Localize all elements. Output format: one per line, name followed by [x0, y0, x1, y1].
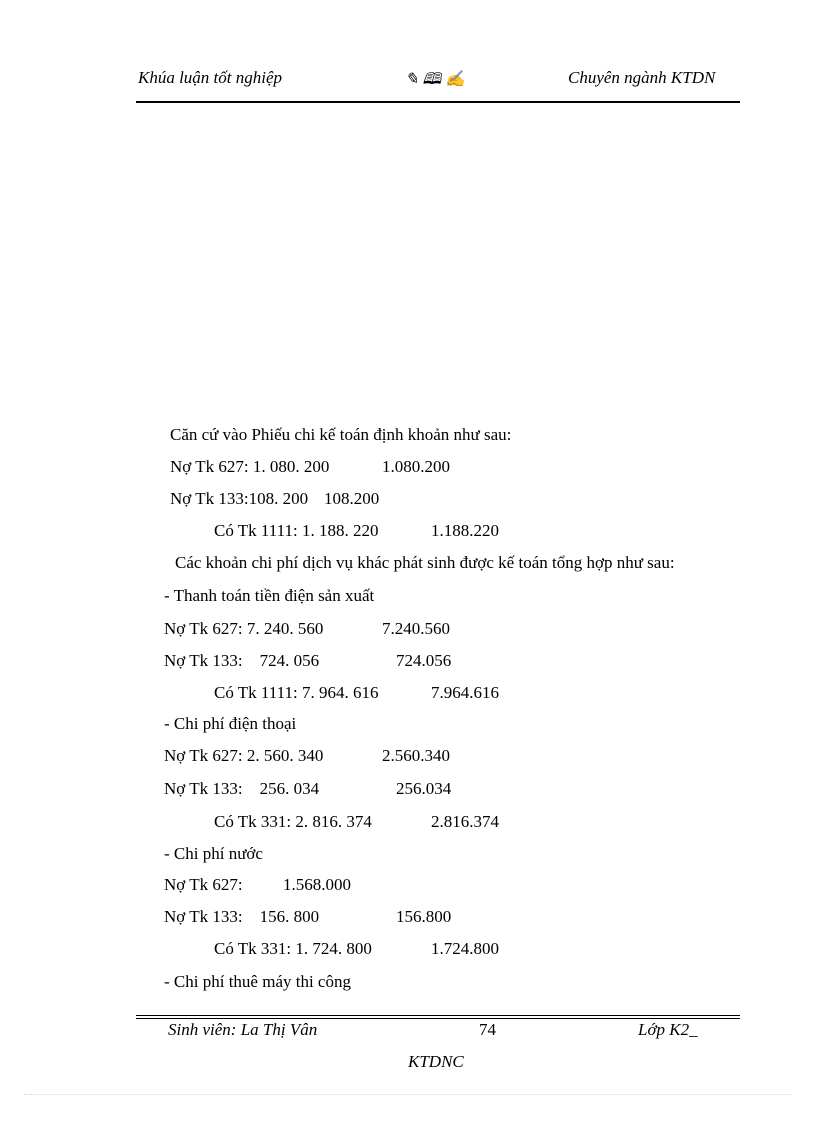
footer-page-number: 74: [479, 1020, 496, 1039]
entry-label: Nợ Tk 627: 7. 240. 560: [164, 619, 324, 638]
entry-label: Nợ Tk 133:108. 200: [170, 489, 309, 508]
entry-label: Nợ Tk 133: 256. 034: [164, 779, 320, 798]
bullet-heading: - Chi phí điện thoại: [164, 714, 297, 733]
footer-rule: [136, 1015, 740, 1016]
bullet-heading: - Chi phí nước: [164, 844, 263, 863]
entry-amount: 7.240.560: [382, 619, 450, 638]
line-text: Căn cứ vào Phiếu chi kế toán định khoản như sau:: [170, 425, 512, 444]
entry-label: Có Tk 1111: 1. 188. 220: [214, 521, 379, 540]
footer-class-continuation: KTDNC: [408, 1052, 464, 1071]
entry-label: Nợ Tk 627: 2. 560. 340: [164, 746, 324, 765]
entry-amount: 1.080.200: [382, 457, 450, 476]
entry-amount: 2.816.374: [431, 812, 499, 831]
entry-label: Nợ Tk 627: 1. 080. 200: [170, 457, 330, 476]
entry-label: Có Tk 331: 2. 816. 374: [214, 812, 372, 831]
footer-rule: [136, 1018, 740, 1019]
entry-amount: 7.964.616: [431, 683, 499, 702]
entry-label: Nợ Tk 133: 724. 056: [164, 651, 320, 670]
entry-label: Nợ Tk 133: 156. 800: [164, 907, 320, 926]
header-thesis-title: Khúa luận tốt nghiệp: [138, 68, 283, 87]
bullet-heading: - Chi phí thuê máy thi công: [164, 972, 351, 991]
bullet-heading: - Thanh toán tiền điện sản xuất: [164, 586, 375, 605]
entry-amount: 256.034: [396, 779, 452, 798]
entry-label: Nợ Tk 627:: [164, 875, 243, 894]
entry-amount: 108.200: [324, 489, 380, 508]
header-rule: [136, 101, 740, 103]
footer-class: Lớp K2_: [638, 1020, 698, 1039]
entry-amount: 2.560.340: [382, 746, 450, 765]
entry-amount: 1.188.220: [431, 521, 499, 540]
entry-amount: 1.724.800: [431, 939, 499, 958]
header-book-ornament-icon: ✎ 🕮 ✍: [405, 71, 466, 88]
line-text: Các khoản chi phí dịch vụ khác phát sinh được kế toán tổng hợp như sau:: [175, 553, 675, 572]
header-major: Chuyên ngành KTDN: [568, 68, 716, 87]
footer-student-name: Sinh viên: La Thị Vân: [168, 1020, 318, 1039]
entry-label: Có Tk 1111: 7. 964. 616: [214, 683, 379, 702]
entry-amount: 724.056: [396, 651, 452, 670]
entry-amount: 156.800: [396, 907, 452, 926]
entry-amount: 1.568.000: [283, 875, 351, 894]
entry-label: Có Tk 331: 1. 724. 800: [214, 939, 372, 958]
page-edge-divider: [24, 1094, 792, 1095]
